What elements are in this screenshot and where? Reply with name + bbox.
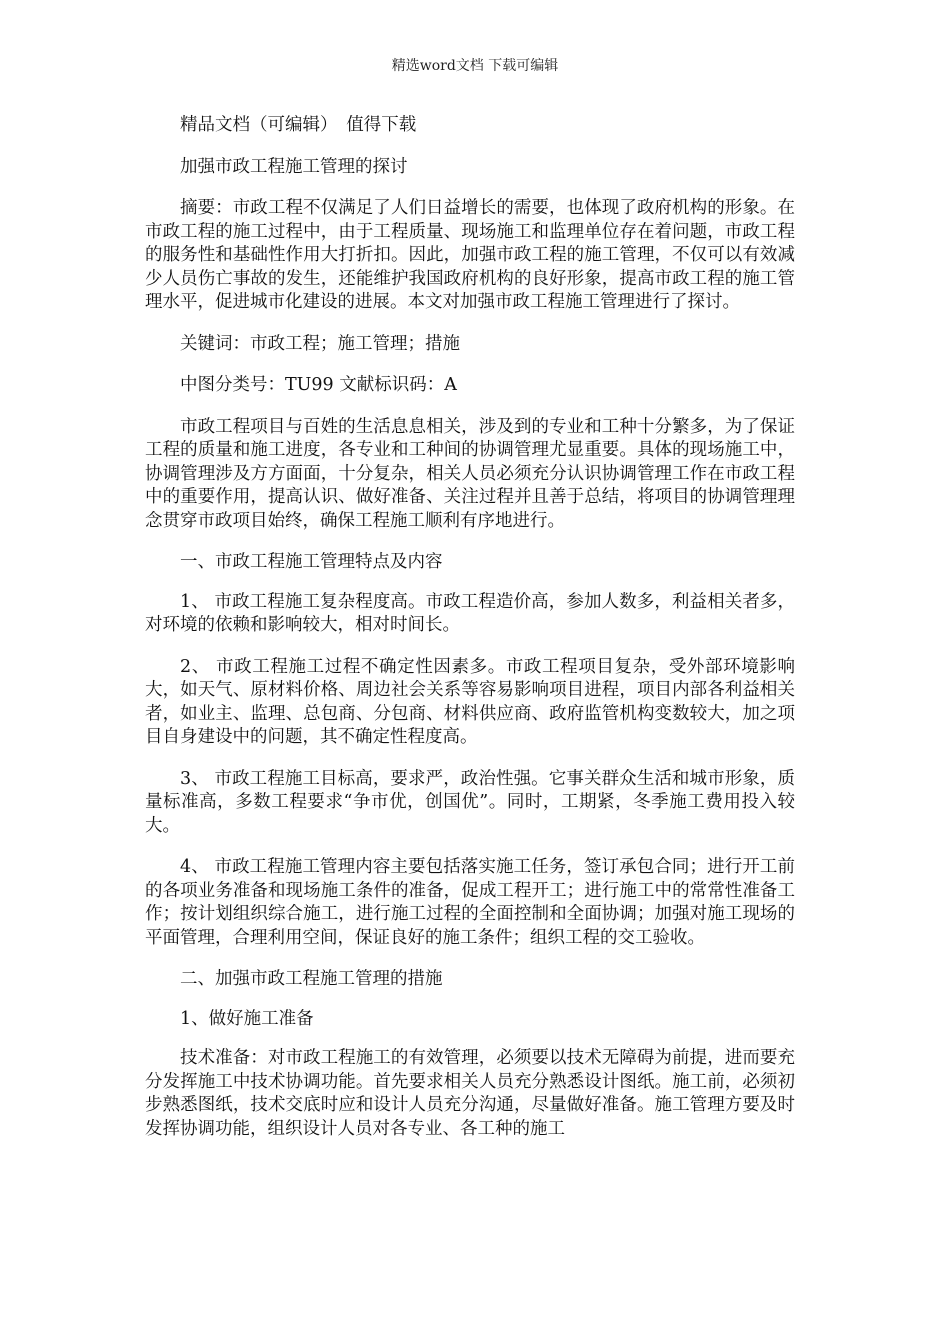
- intro-paragraph: 市政工程项目与百姓的生活息息相关，涉及到的专业和工种十分繁多，为了保证工程的质量和施工进度，各专业和工种间的协调管理尤显重要。具体的现场施工中，协调管理涉及方方面面，十分复杂，相关人员必须充分认识协调管理工作在市政工程中的重要作用，提高认识、做好准备、关注过程并且善于总结，将项目的协调管理理念贯穿市政项目始终，确保工程施工顺利有序地进行。: [145, 416, 795, 531]
- abstract-paragraph: 摘要：市政工程不仅满足了人们日益增长的需要，也体现了政府机构的形象。在市政工程的施工过程中，由于工程质量、现场施工和监理单位存在着问题，市政工程的服务性和基础性作用大打折扣。因此，加强市政工程的施工管理，不仅可以有效减少人员伤亡事故的发生，还能维护我国政府机构的良好形象，提高市政工程的施工管理水平，促进城市化建设的进展。本文对加强市政工程施工管理进行了探讨。: [145, 198, 795, 312]
- section-heading-2: 二、加强市政工程施工管理的措施: [180, 969, 443, 989]
- list-item-2: 2、 市政工程施工过程不确定性因素多。市政工程项目复杂，受外部环境影响大，如天气、原材料价格、周边社会关系等容易影响项目进程，项目内部各利益相关者，如业主、监理、总包商、分包商、材料供应商、政府监管机构变数较大，加之项目自身建设中的问题，其不确定性程度高。: [145, 656, 795, 747]
- classification-line: 中图分类号：TU99 文献标识码：A: [180, 375, 457, 395]
- list-item-4: 4、 市政工程施工管理内容主要包括落实施工任务，签订承包合同；进行开工前的各项业务准备和现场施工条件的准备，促成工程开工；进行施工中的常常性准备工作；按计划组织综合施工，进行施工过程的全面控制和全面协调；加强对施工现场的平面管理，合理利用空间，保证良好的施工条件；组织工程的交工验收。: [145, 857, 795, 948]
- technical-prep-paragraph: 技术准备：对市政工程施工的有效管理，必须要以技术无障碍为前提，进而要充分发挥施工中技术协调功能。首先要求相关人员充分熟悉设计图纸。施工前，必须初步熟悉图纸，技术交底时应和设计人员充分沟通，尽量做好准备。施工管理方要及时发挥协调功能，组织设计人员对各专业、各工种的施工: [145, 1048, 795, 1139]
- keywords-line: 关键词：市政工程；施工管理；措施: [180, 333, 460, 354]
- list-item-1: 1、 市政工程施工复杂程度高。市政工程造价高，参加人数多，利益相关者多，对环境的依赖和影响较大，相对时间长。: [145, 591, 795, 635]
- subsection-heading-1: 1、做好施工准备: [180, 1008, 314, 1029]
- section-heading-1: 一、市政工程施工管理特点及内容: [180, 552, 443, 572]
- list-item-3: 3、 市政工程施工目标高，要求严，政治性强。它事关群众生活和城市形象，质量标准高，多数工程要求“争市优，创国优”。同时，工期紧，冬季施工费用投入较大。: [145, 768, 795, 836]
- document-body: [145, 114, 795, 1141]
- doc-label: 精品文档（可编辑） 值得下载: [180, 115, 417, 135]
- page-header: 精选word文档 下载可编辑: [391, 58, 559, 74]
- article-title: 加强市政工程施工管理的探讨: [180, 156, 408, 177]
